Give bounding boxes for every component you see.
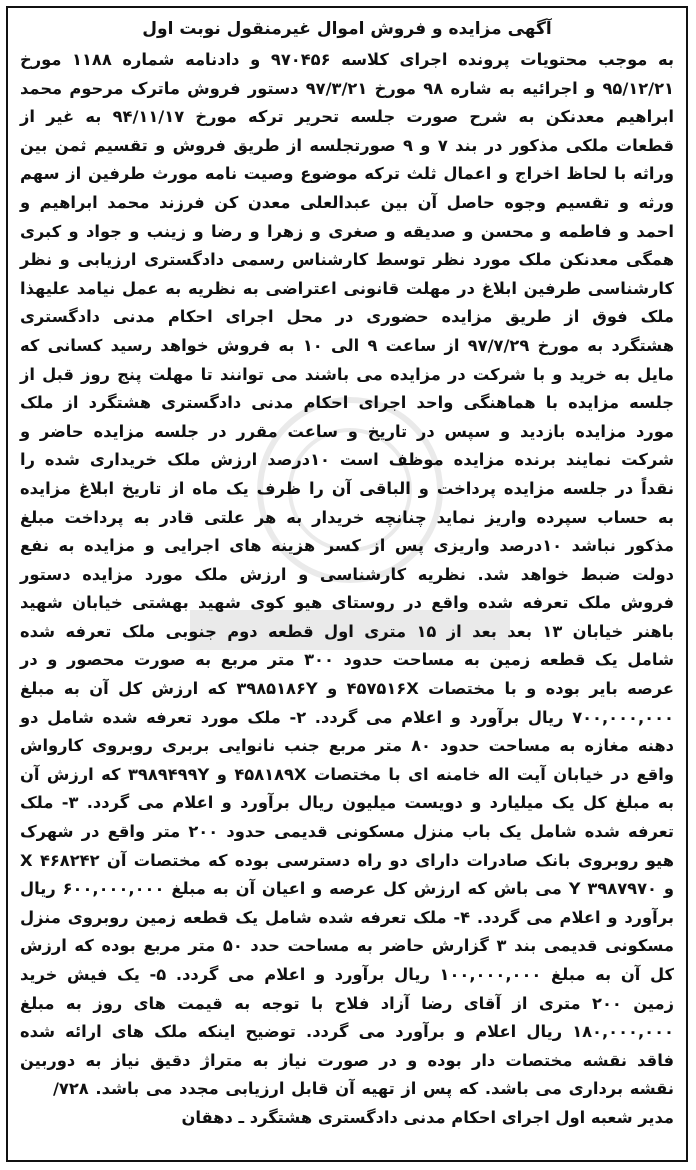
- notice-signature: مدیر شعبه اول اجرای احکام مدنی دادگستری هشتگرد ـ دهقان: [181, 1107, 674, 1127]
- notice-body: به موجب محتویات پرونده اجرای کلاسه ۹۷۰۴۵۶ و دادنامه شماره ۱۱۸۸ مورخ ۹۵/۱۲/۲۱ و اجرائیه به شاره ۹۸ مورخ ۹۷/۳/۲۱ دستور فروش ماترک مرحوم محمد ابراهیم معدنکن به شرح صورت جلسه تحریر ترکه مورخ ۹۴/۱۱/۱۷ به غیر از قطعات ملکی مذکور در بند ۷ و ۹ صورتجلسه از طریق فروش و تقسیم ثمن بین وراثه با لحاظ اخراج و اعمال ثلث ترکه موضوع وصیت نامه مورث طرفین از سهم ورثه و تقسیم وجوه حاصل آن بین عبدالعلی معدن کن فرزند محمد ابراهیم و احمد و فاطمه و محسن و صدیقه و صغری و زهرا و رضا و زینب و جواد و کبری همگی معدنکن ملک مورد نظر توسط کارشناس رسمی دادگستری ارزیابی و نظر کارشناسی طرفین ابلاغ در مهلت قانونی اعتراضی به نظریه به عمل نیامد علیهذا ملک فوق از طریق مزایده حضوری در محل اجرای احکام مدنی دادگستری هشتگرد به مورخ ۹۷/۷/۲۹ از ساعت ۹ الی ۱۰ به فروش خواهد رسید کسانی که مایل به خرید و با شرکت در مزایده می باشند می توانند تا مهلت پنج روز قبل از جلسه مزایده با هماهنگی واحد اجرای احکام مدنی دادگستری هشتگرد از ملک مورد مزایده بازدید و سپس در تاریخ و ساعت مقرر در جلسه مزایده حاضر و شرکت نمایند برنده مزایده موظف است ۱۰درصد ارزش ملک خریداری شده را نقداً در جلسه مزایده پرداخت و الباقی آن را ظرف یک ماه از تاریخ ابلاغ مزایده به حساب سپرده واریز نماید چنانچه خریدار به هر علتی قادر به پرداخت مبلغ مذکور نباشد ۱۰درصد واریزی پس از کسر هزینه های اجرایی و مزایده به نفع دولت ضبط خواهد شد. نظریه کارشناسی و ارزش ملک مورد مزایده دستور فروش ملک تعرفه شده واقع در روستای هیو کوی شهید بهشتی خیابان شهید باهنر خیابان ۱۳ بعد بعد از ۱۵ متری اول قطعه دوم جنوبی ملک تعرفه شده شامل یک قطعه زمین به مساحت حدود ۳۰۰ متر مربع به صورت محصور و در عرصه بایر بوده و با مختصات ۴۵۷۵۱۶X و ۳۹۸۵۱۸۶Y که ارزش کل آن به مبلغ ۷۰۰,۰۰۰,۰۰۰ ریال برآورد و اعلام می گردد. ۲- ملک مورد تعرفه شده شامل دو دهنه مغازه به مساحت حدود ۸۰ متر مربع جنب نانوایی بربری روبروی کارواش واقع در خیابان آیت اله خامنه ای با مختصات ۴۵۸۱۸۹X و ۳۹۸۹۴۹۹Y که ارزش آن به مبلغ کل یک میلیارد و دویست میلیون ریال برآورد و اعلام می گردد. ۳- ملک تعرفه شده شامل یک باب منزل مسکونی قدیمی حدود ۲۰۰ متر واقع در شهرک هیو روبروی بانک صادرات دارای دو راه دسترسی بوده که مختصات آن ۴۶۸۲۴۲ X و ۳۹۸۷۹۷۰ Y می باش که ارزش کل عرصه و اعیان آن به مبلغ ۶۰۰,۰۰۰,۰۰۰ ریال برآورد و اعلام می گردد. ۴- ملک تعرفه شده شامل یک قطعه زمین روبروی منزل مسکونی قدیمی بند ۳ گزارش حاضر به مساحت حدد ۵۰ متر مربع بوده که ارزش کل آن به مبلغ ۱۰۰,۰۰۰,۰۰۰ ریال برآورد و اعلام می گردد. ۵- یک فیش خرید زمین ۲۰۰ متری از آقای رضا آزاد فلاح با توجه به قیمت های روز به مبلغ ۱۸۰,۰۰۰,۰۰۰ ریال اعلام و برآورد می گردد. توضیح اینکه ملک های ارائه شده فاقد نقشه مختصات دار بوده و در صورت نیاز به متراژ دقیق نیاز به دوربین نقشه برداری می باشد. که پس از تهیه آن قابل ارزیابی مجدد می باشد. ۷۲۸/: [20, 50, 675, 1099]
- notice-title: آگهی مزایده و فروش اموال غیرمنقول نوبت اول: [142, 19, 552, 39]
- legal-notice: [6, 6, 688, 1162]
